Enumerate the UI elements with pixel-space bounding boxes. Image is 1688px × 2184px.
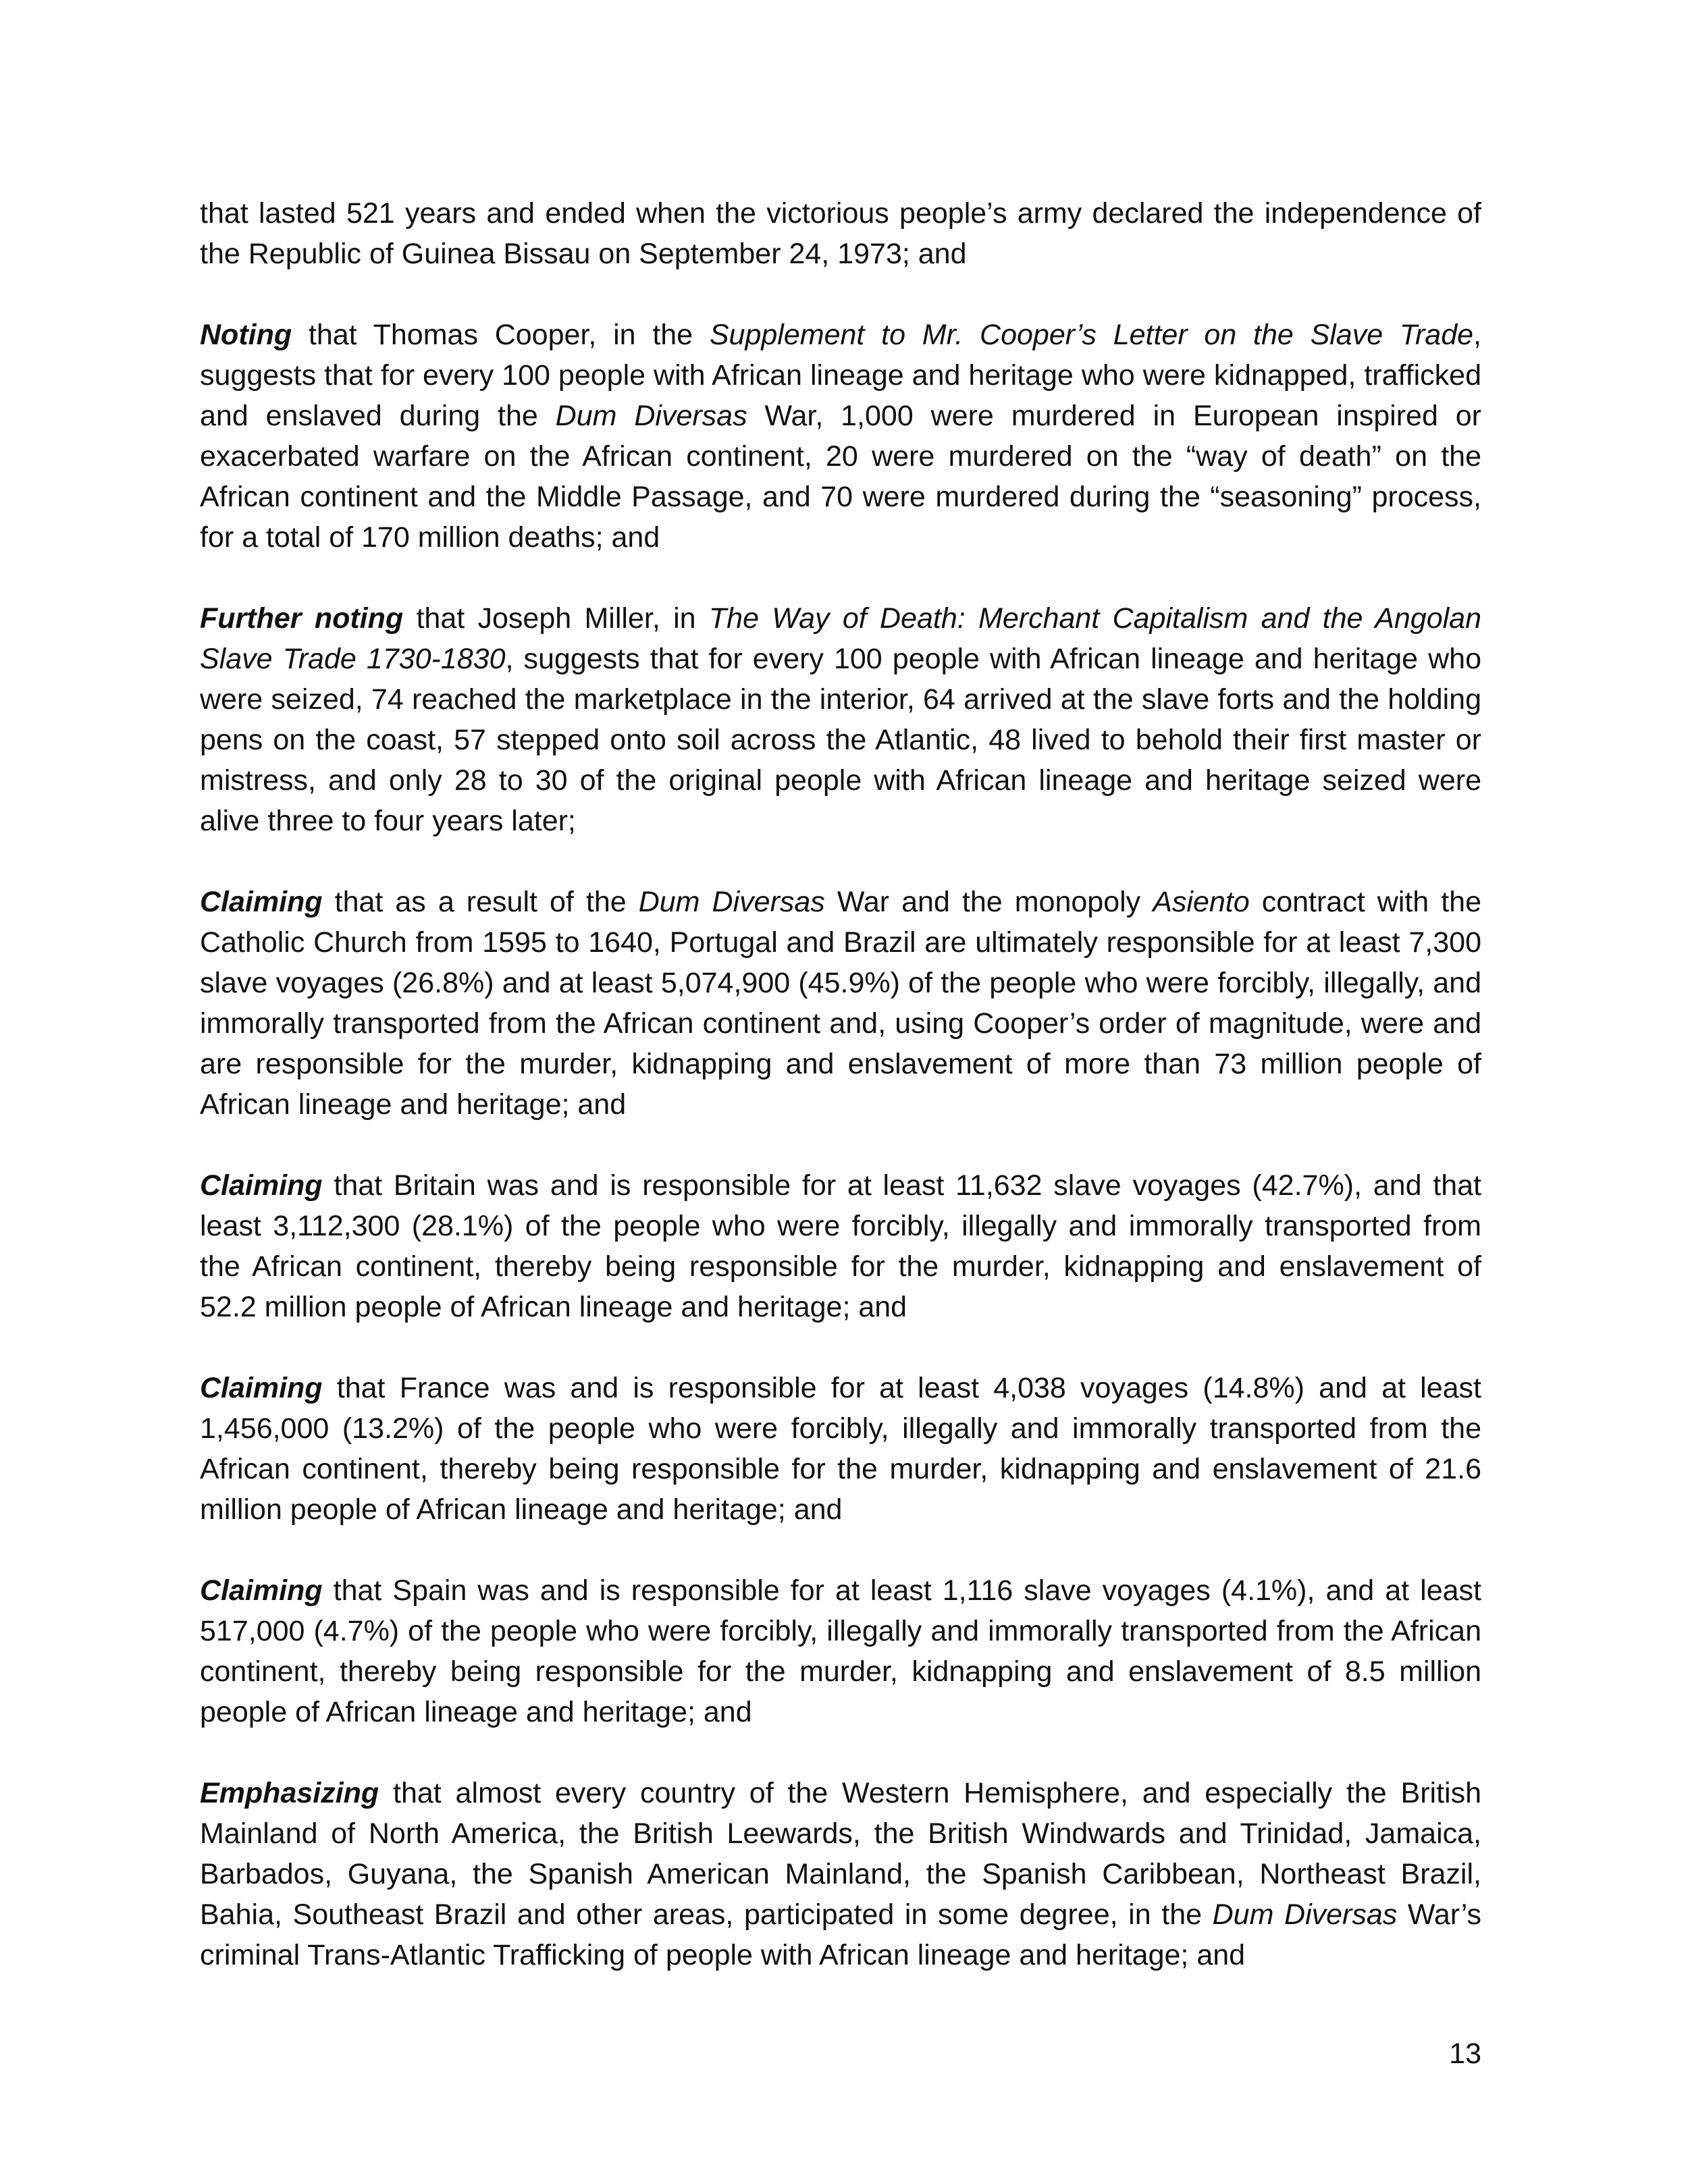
italic-text: Dum Diversas	[555, 400, 747, 432]
italic-text: The Way of Death: Merchant Capitalism and the Angolan Slave Trade 1730-1830	[200, 602, 1481, 675]
italic-text: Asiento	[1153, 886, 1250, 918]
italic-text: Supplement to Mr. Cooper’s Letter on the Slave Trade	[709, 319, 1474, 351]
paragraph	[200, 1773, 1481, 1975]
paragraph-text: , suggests that for every 100 people with African lineage and heritage who were kidnapped, trafficked and enslaved during the	[200, 319, 1481, 432]
paragraph-lead-word: Claiming	[200, 1169, 323, 1202]
paragraph	[200, 1368, 1481, 1530]
paragraph-text: that almost every country of the Western Hemisphere, and especially the British Mainland of North America, the British Leewards, the British Windwards and Trinidad, Jamaica, Barbados, Guyana, the Spanish American Mainland, the Spanish Caribbean, Northeast Brazil, Bahia, Southeast Brazil and other areas, participated in some degree, in the	[200, 1777, 1481, 1931]
paragraph-text: , suggests that for every 100 people with African lineage and heritage who were seized, 74 reached the marketplace in the interior, 64 arrived at the slave forts and the holding pens on the coast, 57 stepped onto soil across the Atlantic, 48 lived to behold their first master or mistress, and only 28 to 30 of the original people with African lineage and heritage seized were alive three to four years later;	[200, 643, 1481, 837]
paragraph-text: that Spain was and is responsible for at least 1,116 slave voyages (4.1%), and at least 517,000 (4.7%) of the people who were forcibly, illegally and immorally transported from the African continent, thereby being responsible for the murder, kidnapping and enslavement of 8.5 million people of African lineage and heritage; and	[200, 1574, 1481, 1728]
paragraph-text: that Britain was and is responsible for at least 11,632 slave voyages (42.7%), and that least 3,112,300 (28.1%) of the people who were forcibly, illegally and immorally transported from the African continent, thereby being responsible for the murder, kidnapping and enslavement of 52.2 million people of African lineage and heritage; and	[200, 1169, 1481, 1323]
paragraph-lead-word: Claiming	[200, 1574, 323, 1607]
paragraph-lead-word: Further noting	[200, 602, 404, 635]
paragraph-lead-word: Claiming	[200, 886, 323, 918]
paragraph-text: that France was and is responsible for at least 4,038 voyages (14.8%) and at least 1,456,000 (13.2%) of the people who were forcibly, illegally and immorally transported from the African continent, thereby being responsible for the murder, kidnapping and enslavement of 21.6 million people of African lineage and heritage; and	[200, 1372, 1481, 1526]
paragraph	[200, 193, 1481, 274]
paragraph-text: that Thomas Cooper, in the	[292, 319, 710, 351]
paragraph-text: that lasted 521 years and ended when the victorious people’s army declared the independence of the Republic of Guinea Bissau on September 24, 1973; and	[200, 197, 1481, 270]
paragraph-text: that as a result of the	[322, 886, 639, 918]
page-number: 13	[1449, 2037, 1481, 2070]
paragraph	[200, 882, 1481, 1125]
body-text	[200, 193, 1481, 1975]
paragraph-text: that Joseph Miller, in	[403, 602, 709, 635]
paragraph	[200, 598, 1481, 841]
paragraph-text: War, 1,000 were murdered in European inspired or exacerbated warfare on the African continent, 20 were murdered on the “way of death” on the African continent and the Middle Passage, and 70 were murdered during the “seasoning” process, for a total of 170 million deaths; and	[200, 400, 1481, 554]
paragraph-lead-word: Claiming	[200, 1372, 323, 1404]
paragraph-lead-word: Emphasizing	[200, 1777, 379, 1809]
paragraph-text: War and the monopoly	[824, 886, 1153, 918]
italic-text: Dum Diversas	[638, 886, 825, 918]
paragraph-lead-word: Noting	[200, 319, 292, 351]
paragraph	[200, 315, 1481, 558]
italic-text: Dum Diversas	[1212, 1898, 1398, 1931]
paragraph-text: War’s criminal Trans-Atlantic Trafficking of people with African lineage and heritage; and	[200, 1898, 1481, 1971]
paragraph	[200, 1165, 1481, 1327]
paragraph-text: contract with the Catholic Church from 1595 to 1640, Portugal and Brazil are ultimately responsible for at least 7,300 slave voyages (26.8%) and at least 5,074,900 (45.9%) of the people who were forcibly, illegally, and immorally transported from the African continent and, using Cooper’s order of magnitude, were and are responsible for the murder, kidnapping and enslavement of more than 73 million people of African lineage and heritage; and	[200, 886, 1481, 1121]
paragraph	[200, 1570, 1481, 1732]
